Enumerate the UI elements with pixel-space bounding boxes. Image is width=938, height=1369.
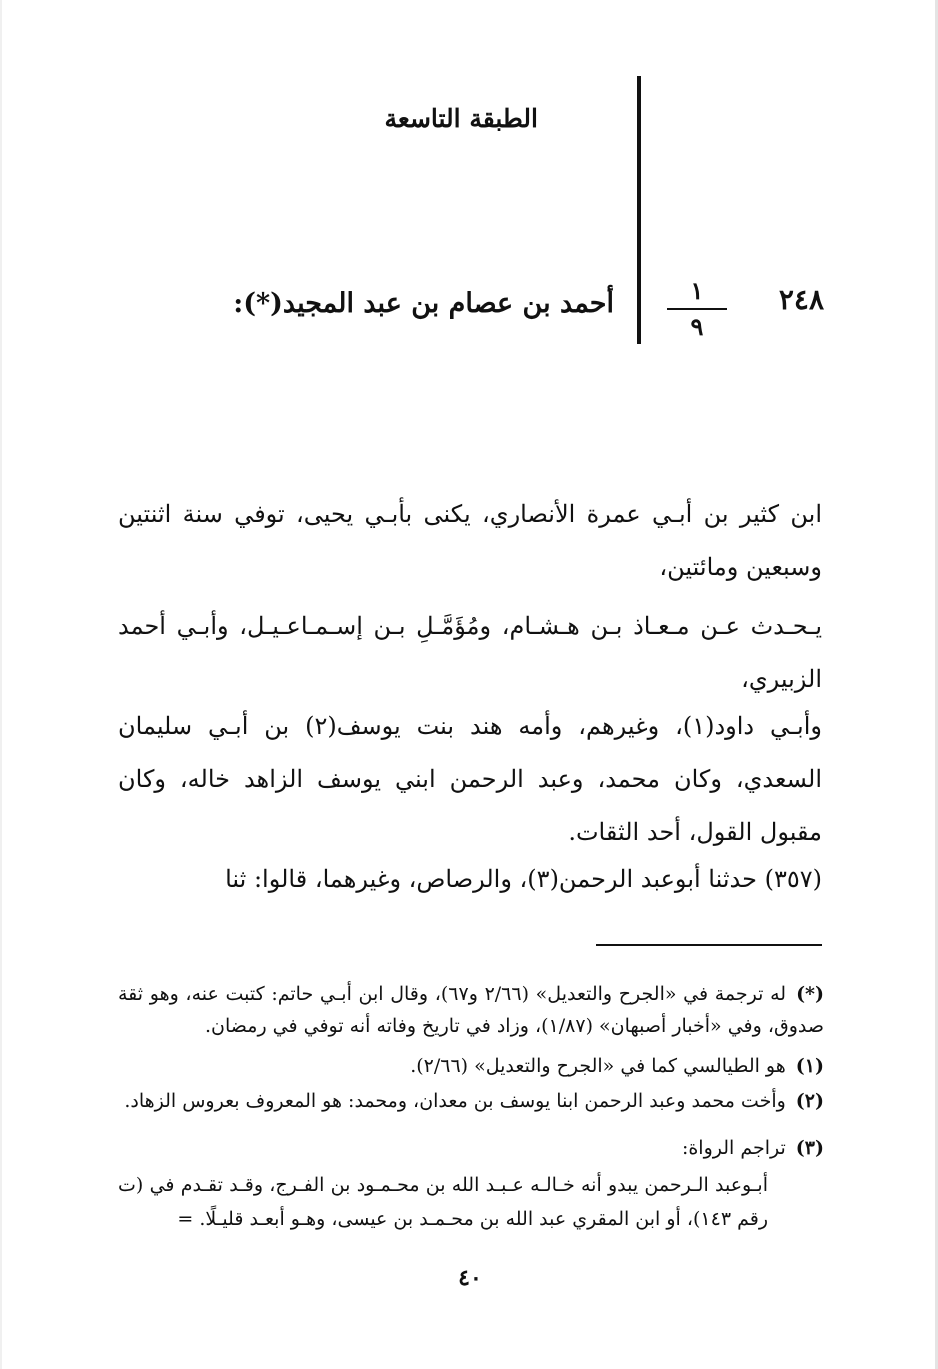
footnote-3-heading [118, 1132, 824, 1164]
footnote-2-text: وأخت محمد وعبد الرحمن ابنا يوسف بن معدان، ومحمد: هو المعروف بعروس الزهاد. [124, 1090, 786, 1112]
footnote-3-mark: (٣) [795, 1137, 824, 1159]
paragraph-4: (٣٥٧) حدثنا أبوعبد الرحمن(٣)، والرصاص، وغيرهما، قالوا: ثنا [225, 865, 822, 893]
footnote-1 [118, 1050, 824, 1082]
footnote-3-heading-text: تراجم الرواة: [681, 1137, 786, 1159]
fraction-numerator: ١ [690, 276, 704, 305]
footnote-2 [118, 1085, 824, 1117]
entry-title: أحمد بن عصام بن عبد المجيد(*): [233, 288, 614, 319]
paragraph-1: ابن كثير بن أبـي عمرة الأنصاري، يكنى بأبـي يحيى، توفي سنة اثنتين وسبعين ومائتين، [118, 500, 822, 581]
vertical-divider [637, 76, 641, 344]
footnote-3-text: أبـوعبد الـرحمن يبدو أنه خـالـه عـبـد الله بن محـمـود بن الفـرج، وقـد تقـدم في (ت رقم ١٤٣)، أو ابن المقري عبد الله بن محـمـد بن عيسى، وهـو أبعـد قليـلًا. = [118, 1174, 768, 1230]
footnote-star-mark: (*) [796, 983, 824, 1005]
footnote-star-text: له ترجمة في «الجرح والتعديل» (٢/٦٦ و٦٧)، وقال ابن أبـي حاتم: كتبت عنه، وهو ثقة صدوق، وفي «أخبار أصبهان» (١/٨٧)، وزاد في تاريخ وفاته أنه توفي في رمضان. [118, 983, 824, 1037]
footnote-1-mark: (١) [795, 1055, 824, 1077]
fraction-bar [667, 308, 727, 310]
fraction-denominator: ٩ [690, 312, 704, 341]
paragraph-3: وأبـي داود(١)، وغيرهم، وأمه هند بنت يوسف(٢) بن أبـي سليمان السعدي، وكان محمد، وعبد الرحمن ابني يوسف الزاهد خاله، وكان مقبول القول، أحد الثقات. [118, 712, 822, 846]
entry-fraction [667, 278, 727, 340]
footnote-1-text: هو الطيالسي كما في «الجرح والتعديل» (٢/٦٦). [410, 1055, 786, 1077]
footnote-2-mark: (٢) [795, 1090, 824, 1112]
page-number: ٤٠ [458, 1265, 482, 1291]
paragraph-2: يـحـدث عـن مـعـاذ بـن هـشـام، ومُؤَمَّـلِ بـن إسـمـاعـيـل، وأبـي أحمد الزبيري، [118, 612, 822, 693]
left-page-edge [0, 0, 2, 1369]
section-title: الطبقة التاسعة [384, 104, 538, 133]
footnote-separator [596, 944, 822, 946]
footnote-star [118, 978, 824, 1042]
entry-number: ٢٤٨ [778, 283, 824, 316]
